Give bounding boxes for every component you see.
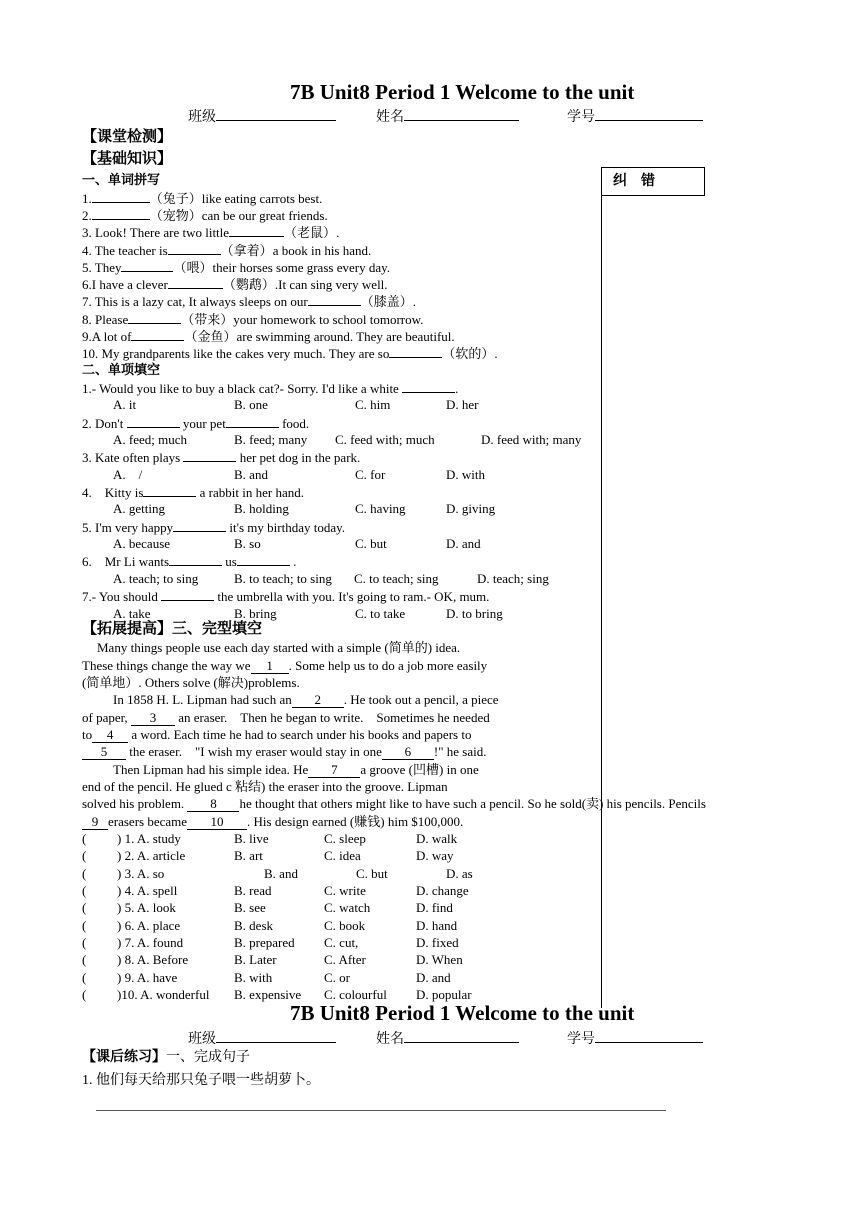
- cloze-paren[interactable]: (: [82, 952, 87, 967]
- cloze-blank[interactable]: 7: [308, 762, 360, 778]
- passage-line: Many things people use each day started with a simple (简单的) idea.: [97, 640, 461, 655]
- mc-option: D. and: [446, 536, 481, 551]
- answer-blank[interactable]: [168, 275, 223, 289]
- mc-option: D. teach; sing: [477, 571, 549, 586]
- answer-blank[interactable]: [168, 241, 221, 255]
- part2-title: 二、单项填空: [82, 362, 161, 377]
- name-label: 姓名: [376, 110, 404, 125]
- vocab-item: 10. My grandparents like the cakes very much. They are so （软的）.: [82, 346, 498, 361]
- passage-line: These things change the way we 1 . Some help us to do a job more easily: [82, 658, 488, 673]
- answer-blank[interactable]: [402, 379, 455, 393]
- mc-option: A. because: [113, 536, 171, 551]
- cloze-blank[interactable]: 5: [82, 744, 126, 760]
- name-label: 姓名: [376, 1032, 404, 1047]
- mc-question: 5. I'm very happy it's my birthday today.: [82, 520, 346, 535]
- answer-blank[interactable]: [121, 258, 173, 272]
- cloze-option: C. but: [356, 866, 388, 881]
- cloze-option: C. sleep: [324, 831, 366, 846]
- cloze-paren[interactable]: (: [82, 900, 87, 915]
- cloze-option: D. popular: [416, 987, 472, 1002]
- cloze-paren[interactable]: (: [82, 848, 87, 863]
- cloze-paren[interactable]: (: [82, 935, 87, 950]
- header-id: [567, 107, 703, 126]
- answer-blank[interactable]: [308, 292, 361, 306]
- passage-line: Then Lipman had his simple idea. He 7 a groove (凹槽) in one: [113, 762, 479, 777]
- mc-option: B. to teach; to sing: [234, 571, 332, 586]
- cloze-option: C. book: [324, 918, 366, 933]
- mc-option: C. to teach; sing: [354, 571, 439, 586]
- answer-blank[interactable]: [92, 206, 150, 220]
- section-in-class-test: 【课堂检测】: [82, 129, 173, 145]
- cloze-option-row: ) 6. A. place: [117, 918, 181, 933]
- cloze-option: C. After: [324, 952, 366, 967]
- header-name-2: [376, 1029, 519, 1048]
- cloze-option-row: ) 5. A. look: [117, 900, 176, 915]
- correction-divider: [601, 196, 602, 1008]
- answer-blank[interactable]: [229, 223, 284, 237]
- vocab-item: 7. This is a lazy cat, It always sleeps on our （膝盖）.: [82, 294, 417, 309]
- mc-option: D. with: [446, 467, 485, 482]
- id-label: 学号: [567, 110, 595, 125]
- vocab-item: 5. They （喂）their horses some grass every day.: [82, 260, 390, 275]
- cloze-paren[interactable]: (: [82, 918, 87, 933]
- mc-option: C. feed with; much: [335, 432, 435, 447]
- cloze-option-row: ) 3. A. so: [117, 866, 165, 881]
- page-title-2: 7B Unit8 Period 1 Welcome to the unit: [290, 1001, 635, 1025]
- passage-line: 5 the eraser. "I wish my eraser would stay in one 6 !" he said.: [82, 743, 486, 760]
- cloze-option: B. and: [264, 866, 298, 881]
- cloze-option: D. and: [416, 970, 451, 985]
- mc-option: A. take: [113, 606, 151, 621]
- mc-option: A. /: [113, 467, 143, 482]
- answer-blank[interactable]: [169, 552, 222, 566]
- answer-blank[interactable]: [389, 344, 442, 358]
- passage-line: to 4 a word. Each time he had to search under his books and papers to: [82, 727, 472, 742]
- section-extension: 【拓展提高】三、完型填空: [82, 621, 263, 637]
- mc-option: C. having: [355, 501, 406, 516]
- cloze-option: B. art: [234, 848, 263, 863]
- cloze-option: D. When: [416, 952, 463, 967]
- cloze-blank[interactable]: 1: [251, 658, 289, 674]
- cloze-option: C. or: [324, 970, 350, 985]
- cloze-option-row: ) 8. A. Before: [117, 952, 189, 967]
- cloze-option-row: ) 1. A. study: [117, 831, 181, 846]
- id-field[interactable]: [595, 1029, 703, 1043]
- part1-title: 一、单词拼写: [82, 172, 161, 187]
- cloze-blank[interactable]: 8: [187, 796, 239, 812]
- vocab-item: 9.A lot of （金鱼）are swimming around. They are beautiful.: [82, 329, 455, 344]
- correction-box: 纠 错: [601, 167, 705, 196]
- mc-option: B. bring: [234, 606, 277, 621]
- mc-option: B. feed; many: [234, 432, 308, 447]
- homework-question-1: 1. 他们每天给那只兔子喂一些胡萝卜。: [82, 1073, 320, 1088]
- cloze-option: B. prepared: [234, 935, 295, 950]
- cloze-option-row: ) 4. A. spell: [117, 883, 178, 898]
- cloze-blank[interactable]: 6: [382, 744, 434, 760]
- passage-line: In 1858 H. L. Lipman had such an 2 . He took out a pencil, a piece: [113, 692, 499, 707]
- cloze-paren[interactable]: (: [82, 987, 87, 1002]
- cloze-option: D. way: [416, 848, 454, 863]
- cloze-paren[interactable]: (: [82, 883, 87, 898]
- mc-option: D. her: [446, 397, 479, 412]
- vocab-item: 1. （兔子）like eating carrots best.: [82, 191, 323, 206]
- header-class: [188, 107, 336, 126]
- mc-option: B. holding: [234, 501, 289, 516]
- page-title: 7B Unit8 Period 1 Welcome to the unit: [290, 80, 635, 104]
- cloze-blank[interactable]: 4: [92, 727, 128, 743]
- cloze-option: B. with: [234, 970, 273, 985]
- cloze-option: D. find: [416, 900, 453, 915]
- mc-option: D. feed with; many: [481, 432, 582, 447]
- name-field[interactable]: [404, 1029, 519, 1043]
- vocab-item: 2. （宠物）can be our great friends.: [82, 208, 328, 223]
- cloze-option: B. read: [234, 883, 272, 898]
- name-field[interactable]: [404, 107, 519, 121]
- mc-question: 6. Mr Li wants us .: [82, 554, 297, 569]
- class-label: 班级: [188, 1032, 216, 1047]
- answer-blank[interactable]: [161, 587, 214, 601]
- answer-blank[interactable]: [173, 518, 226, 532]
- answer-blank[interactable]: [92, 189, 150, 203]
- answer-blank[interactable]: [127, 414, 180, 428]
- cloze-option: B. live: [234, 831, 269, 846]
- answer-blank[interactable]: [183, 448, 236, 462]
- mc-option: C. to take: [355, 606, 406, 621]
- mc-question: 4. Kitty is a rabbit in her hand.: [82, 485, 304, 500]
- cloze-option: B. Later: [234, 952, 277, 967]
- cloze-paren[interactable]: (: [82, 831, 87, 846]
- mc-question: 1.- Would you like to buy a black cat?- Sorry. I'd like a white .: [82, 381, 459, 396]
- class-field[interactable]: [216, 107, 336, 121]
- passage-line: of paper, 3 an eraser. Then he began to write. Sometimes he needed: [82, 710, 490, 725]
- cloze-option-row: ) 9. A. have: [117, 970, 178, 985]
- section-homework: 【课后练习】一、完成句子: [82, 1050, 250, 1065]
- cloze-option: D. fixed: [416, 935, 459, 950]
- header-id-2: [567, 1029, 703, 1048]
- mc-question: 7.- You should the umbrella with you. It's going to ram.- OK, mum.: [82, 589, 490, 604]
- cloze-option: D. walk: [416, 831, 458, 846]
- cloze-option: C. cut,: [324, 935, 359, 950]
- cloze-option: D. as: [446, 866, 473, 881]
- mc-option: C. but: [355, 536, 387, 551]
- cloze-option-row: ) 2. A. article: [117, 848, 186, 863]
- passage-line: (简单地）. Others solve (解决)problems.: [82, 675, 300, 690]
- passage-line: solved his problem. 8 he thought that others might like to have such a pencil. So he sold(卖) his pencils. Pencils: [82, 796, 706, 811]
- cloze-blank[interactable]: 2: [292, 692, 344, 708]
- mc-option: B. and: [234, 467, 268, 482]
- id-field[interactable]: [595, 107, 703, 121]
- mc-option: D. to bring: [446, 606, 503, 621]
- vocab-item: 4. The teacher is （拿着）a book in his hand.: [82, 243, 372, 258]
- cloze-option-row: ) 7. A. found: [117, 935, 184, 950]
- header-name: [376, 107, 519, 126]
- vocab-item: 3. Look! There are two little （老鼠）.: [82, 225, 340, 240]
- answer-line[interactable]: [96, 1110, 666, 1111]
- mc-option: B. so: [234, 536, 261, 551]
- passage-line: end of the pencil. He glued c 粘结) the eraser into the groove. Lipman: [82, 779, 448, 794]
- vocab-item: 8. Please （带来）your homework to school tomorrow.: [82, 312, 424, 327]
- cloze-option: D. change: [416, 883, 469, 898]
- id-label: 学号: [567, 1032, 595, 1047]
- answer-blank[interactable]: [226, 414, 279, 428]
- cloze-blank[interactable]: 3: [131, 710, 175, 726]
- mc-option: C. him: [355, 397, 391, 412]
- class-label: 班级: [188, 110, 216, 125]
- cloze-option: B. expensive: [234, 987, 302, 1002]
- section-basics: 【基础知识】: [82, 151, 173, 167]
- mc-option: A. feed; much: [113, 432, 188, 447]
- header-class-2: [188, 1029, 336, 1048]
- answer-blank[interactable]: [237, 552, 290, 566]
- cloze-option: C. write: [324, 883, 366, 898]
- mc-option: D. giving: [446, 501, 496, 516]
- cloze-option: D. hand: [416, 918, 458, 933]
- mc-option: C. for: [355, 467, 386, 482]
- answer-blank[interactable]: [128, 310, 181, 324]
- mc-question: 2. Don't your pet food.: [82, 416, 310, 431]
- passage-line: 9 erasers became 10 . His design earned (赚钱) him $100,000.: [82, 813, 463, 830]
- answer-blank[interactable]: [131, 327, 184, 341]
- cloze-blank[interactable]: 9: [82, 814, 108, 830]
- cloze-option: C. watch: [324, 900, 371, 915]
- cloze-paren[interactable]: (: [82, 970, 87, 985]
- vocab-item: 6.I have a clever （鹦鹉）.It can sing very well.: [82, 277, 388, 292]
- cloze-option: C. idea: [324, 848, 361, 863]
- class-field[interactable]: [216, 1029, 336, 1043]
- cloze-option: C. colourful: [324, 987, 387, 1002]
- cloze-option: B. see: [234, 900, 266, 915]
- answer-blank[interactable]: [143, 483, 196, 497]
- cloze-paren[interactable]: (: [82, 866, 87, 881]
- mc-option: A. teach; to sing: [113, 571, 199, 586]
- mc-option: A. getting: [113, 501, 165, 516]
- mc-question: 3. Kate often plays her pet dog in the park.: [82, 450, 361, 465]
- cloze-option: B. desk: [234, 918, 273, 933]
- cloze-option-row: )10. A. wonderful: [117, 987, 210, 1002]
- mc-option: A. it: [113, 397, 137, 412]
- mc-option: B. one: [234, 397, 268, 412]
- cloze-blank[interactable]: 10: [187, 814, 247, 830]
